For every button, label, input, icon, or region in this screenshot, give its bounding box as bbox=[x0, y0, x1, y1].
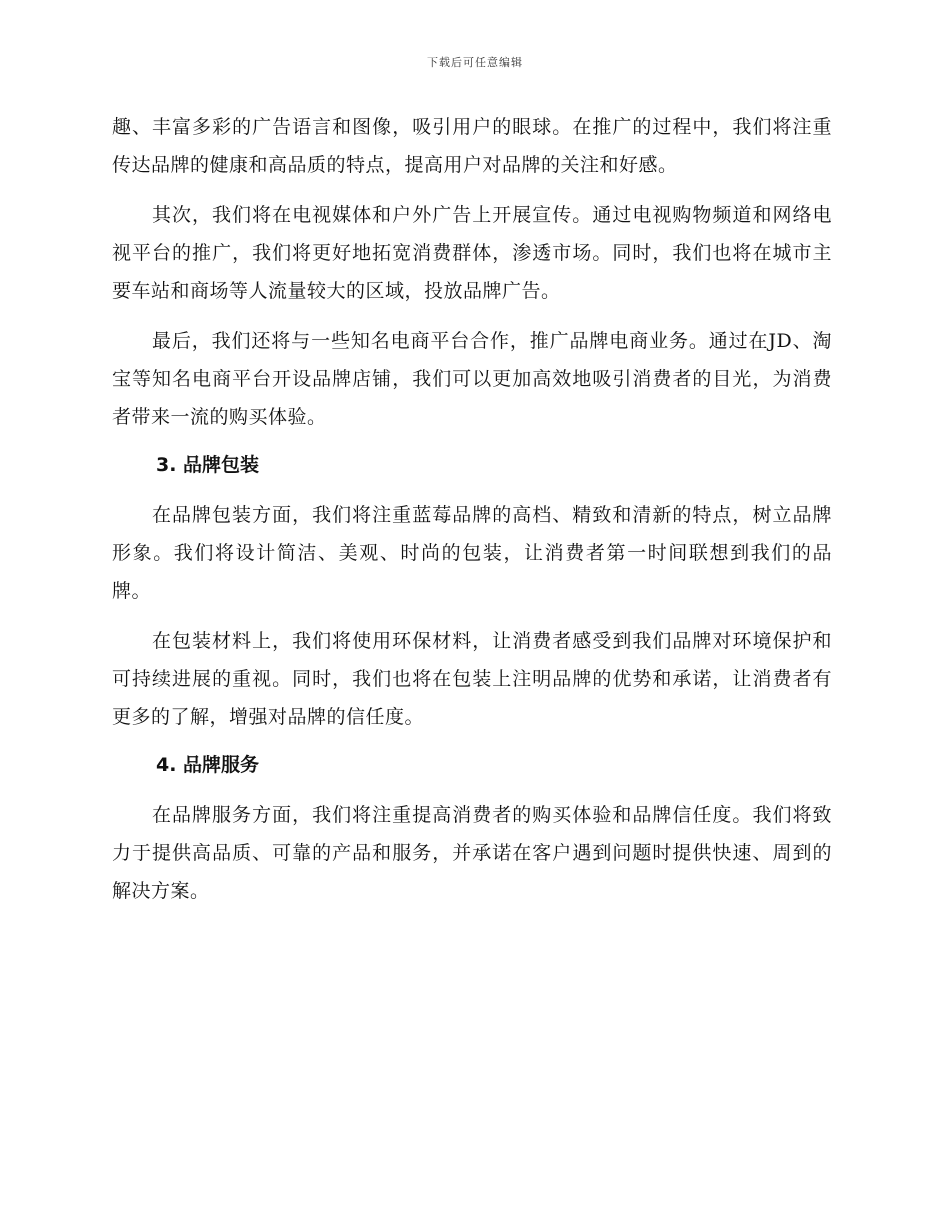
document-body bbox=[112, 108, 832, 922]
paragraph-service: 在品牌服务方面，我们将注重提高消费者的购买体验和品牌信任度。我们将致力于提供高品质、可靠的产品和服务，并承诺在客户遇到问题时提供快速、周到的解决方案。 bbox=[112, 804, 832, 902]
paragraph-packaging-design: 在品牌包装方面，我们将注重蓝莓品牌的高档、精致和清新的特点，树立品牌形象。我们将设计简洁、美观、时尚的包装，让消费者第一时间联想到我们的品牌。 bbox=[112, 504, 832, 602]
section-heading-service: 4. 品牌服务 bbox=[156, 754, 260, 776]
page-header: 下载后可任意编辑 bbox=[427, 56, 523, 69]
paragraph-tv-outdoor: 其次，我们将在电视媒体和户外广告上开展宣传。通过电视购物频道和网络电视平台的推广，我们将更好地拓宽消费群体，渗透市场。同时，我们也将在城市主要车站和商场等人流量较大的区域，投放品牌广告。 bbox=[112, 204, 832, 302]
paragraph-packaging-material: 在包装材料上，我们将使用环保材料，让消费者感受到我们品牌对环境保护和可持续进展的重视。同时，我们也将在包装上注明品牌的优势和承诺，让消费者有更多的了解，增强对品牌的信任度。 bbox=[112, 630, 832, 728]
section-heading-packaging: 3. 品牌包装 bbox=[156, 454, 260, 476]
paragraph-continued: 趣、丰富多彩的广告语言和图像，吸引用户的眼球。在推广的过程中，我们将注重传达品牌的健康和高品质的特点，提高用户对品牌的关注和好感。 bbox=[112, 116, 832, 176]
paragraph-ecommerce: 最后，我们还将与一些知名电商平台合作，推广品牌电商业务。通过在JD、淘宝等知名电商平台开设品牌店铺，我们可以更加高效地吸引消费者的目光，为消费者带来一流的购买体验。 bbox=[112, 330, 832, 428]
